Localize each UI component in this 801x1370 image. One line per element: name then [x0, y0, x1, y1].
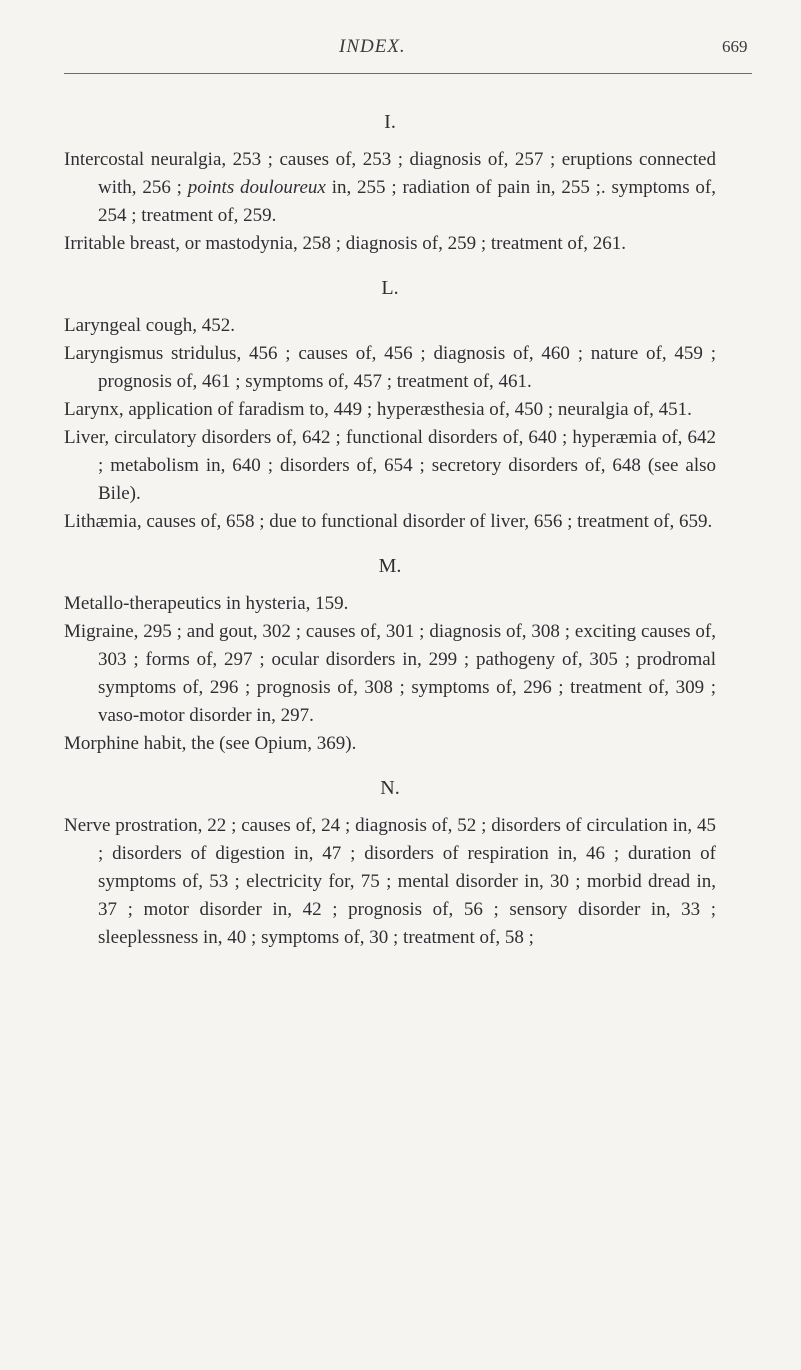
entry-italic-text: points douloureux [187, 177, 326, 198]
header-rule [64, 73, 752, 74]
index-entry-lithaemia: Lithæmia, causes of, 658 ; due to functional disorder of liver, 656 ; treatment of, 659. [64, 511, 713, 532]
section-letter: N. [380, 777, 400, 799]
index-entry-larynx: Larynx, application of faradism to, 449 ; hyperæsthesia of, 450 ; neuralgia of, 451. [64, 399, 692, 420]
running-title: INDEX. [339, 36, 406, 57]
entry-text: Intercostal neuralgia, 253 ; causes of, 253 ; diagnosis of, 257 ; eruptions connected with, 256 ; [64, 149, 716, 198]
index-section-n [64, 774, 716, 952]
running-head [0, 36, 801, 66]
index-entry-laryngismus-stridulus: Laryngismus stridulus, 456 ; causes of, 456 ; diagnosis of, 460 ; nature of, 459 ; prognosis of, 461 ; symptoms of, 457 ; treatment of, 461. [64, 343, 716, 392]
index-body [64, 108, 716, 952]
index-section-i [64, 108, 716, 258]
index-section-l [64, 274, 716, 536]
index-entry-intercostal-neuralgia [64, 146, 716, 230]
index-entry-morphine-habit: Morphine habit, the (see Opium, 369). [64, 733, 357, 754]
section-letter: M. [378, 555, 402, 577]
section-letter: L. [381, 277, 399, 299]
index-entry-metallo-therapeutics: Metallo-therapeutics in hysteria, 159. [64, 593, 349, 614]
index-entry-laryngeal-cough: Laryngeal cough, 452. [64, 315, 235, 336]
index-entry-irritable-breast: Irritable breast, or mastodynia, 258 ; diagnosis of, 259 ; treatment of, 261. [64, 233, 626, 254]
index-entry-migraine: Migraine, 295 ; and gout, 302 ; causes of, 301 ; diagnosis of, 308 ; exciting causes of, 303 ; forms of, 297 ; ocular disorders in, 299 ; pathogeny of, 305 ; prodromal symptoms of, 296 ; prognosis of, 308 ; symptoms of, 296 ; treatment of, 309 ; vaso-motor disorder in, 297. [64, 621, 716, 726]
index-section-m [64, 552, 716, 758]
entry-text-continued: in, 255 ; radiation of pain in, 255 ;. symptoms of, 254 ; treatment of, 259. [98, 177, 716, 226]
index-entry-nerve-prostration: Nerve prostration, 22 ; causes of, 24 ; diagnosis of, 52 ; disorders of circulation in, 45 ; disorders of digestion in, 47 ; disorders of respiration in, 46 ; duration of symptoms of, 53 ; electricity for, 75 ; mental disorder in, 30 ; morbid dread in, 37 ; motor disorder in, 42 ; prognosis of, 56 ; sensory disorder in, 33 ; sleeplessness in, 40 ; symptoms of, 30 ; treatment of, 58 ; [64, 815, 716, 948]
page-number: 669 [722, 37, 748, 56]
index-entry-liver: Liver, circulatory disorders of, 642 ; functional disorders of, 640 ; hyperæmia of, 642 ; metabolism in, 640 ; disorders of, 654 ; secretory disorders of, 648 (see also Bile). [64, 427, 716, 504]
section-letter: I. [384, 111, 396, 133]
